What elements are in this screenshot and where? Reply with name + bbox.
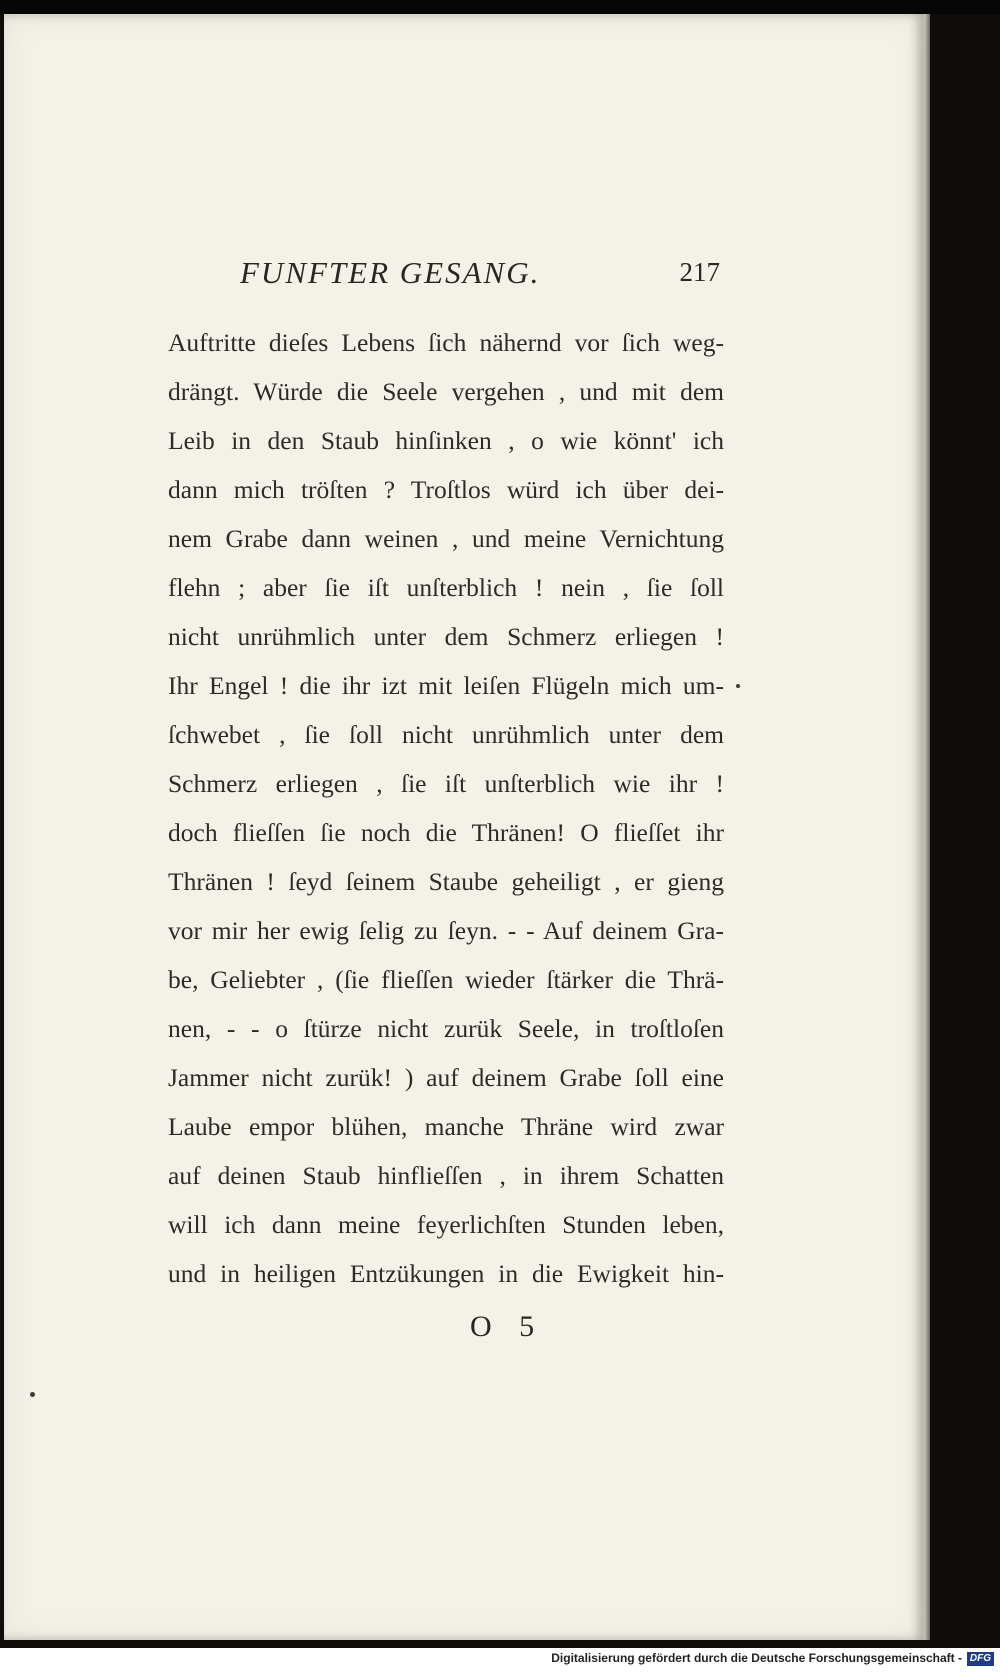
text-line: vor mir her ewig ſelig zu ſeyn. - - Auf deinem Gra- <box>168 916 724 945</box>
scan-top-edge <box>0 0 1000 14</box>
chapter-title: FUNFTER GESANG. <box>240 255 541 290</box>
text-line: nicht unrühmlich unter dem Schmerz erliegen ! <box>168 622 724 651</box>
text-line: doch flieſſen ſie noch die Thränen! O flieſſet ihr <box>168 818 724 847</box>
text-line: Jammer nicht zurük! ) auf deinem Grabe ſoll eine <box>168 1063 724 1092</box>
text-line: Ihr Engel ! die ihr izt mit leiſen Flügeln mich um- <box>168 671 724 700</box>
text-line: und in heiligen Entzükungen in die Ewigkeit hin- <box>168 1259 724 1288</box>
text-line: nen, - - o ſtürze nicht zurük Seele, in troſtloſen <box>168 1014 724 1043</box>
running-head <box>240 255 720 295</box>
text-line: be, Geliebter , (ſie flieſſen wieder ſtärker die Thrä- <box>168 965 724 994</box>
text-line: drängt. Würde die Seele vergehen , und mit dem <box>168 377 724 406</box>
text-line: Schmerz erliegen , ſie iſt unſterblich wie ihr ! <box>168 769 724 798</box>
text-line: will ich dann meine feyerlichſten Stunden leben, <box>168 1210 724 1239</box>
page-number: 217 <box>679 257 720 287</box>
text-line: Laube empor blühen, manche Thräne wird zwar <box>168 1112 724 1141</box>
dfg-logo: DFG <box>967 1652 994 1666</box>
page-edge-shadow <box>924 14 930 1640</box>
text-line: ſchwebet , ſie ſoll nicht unrühmlich unter dem <box>168 720 724 749</box>
text-line: dann mich tröſten ? Troſtlos würd ich über dei- <box>168 475 724 504</box>
text-line: Auftritte dieſes Lebens ſich nähernd vor ſich weg- <box>168 328 724 357</box>
paper-speck <box>736 684 740 688</box>
text-line: flehn ; aber ſie iſt unſterblich ! nein , ſie ſoll <box>168 573 724 602</box>
text-line: auf deinen Staub hinflieſſen , in ihrem Schatten <box>168 1161 724 1190</box>
funding-credit: Digitalisierung gefördert durch die Deutsche Forschungsgemeinschaft - <box>551 1651 962 1665</box>
signature-mark: O 5 <box>470 1310 545 1343</box>
digitization-footer <box>0 1648 1000 1672</box>
text-line: nem Grabe dann weinen , und meine Vernichtung <box>168 524 724 553</box>
text-line: Thränen ! ſeyd ſeinem Staube geheiligt , er gieng <box>168 867 724 896</box>
paper-speck <box>30 1392 35 1397</box>
text-line: Leib in den Staub hinſinken , o wie könnt' ich <box>168 426 724 455</box>
body-text <box>168 318 724 1298</box>
